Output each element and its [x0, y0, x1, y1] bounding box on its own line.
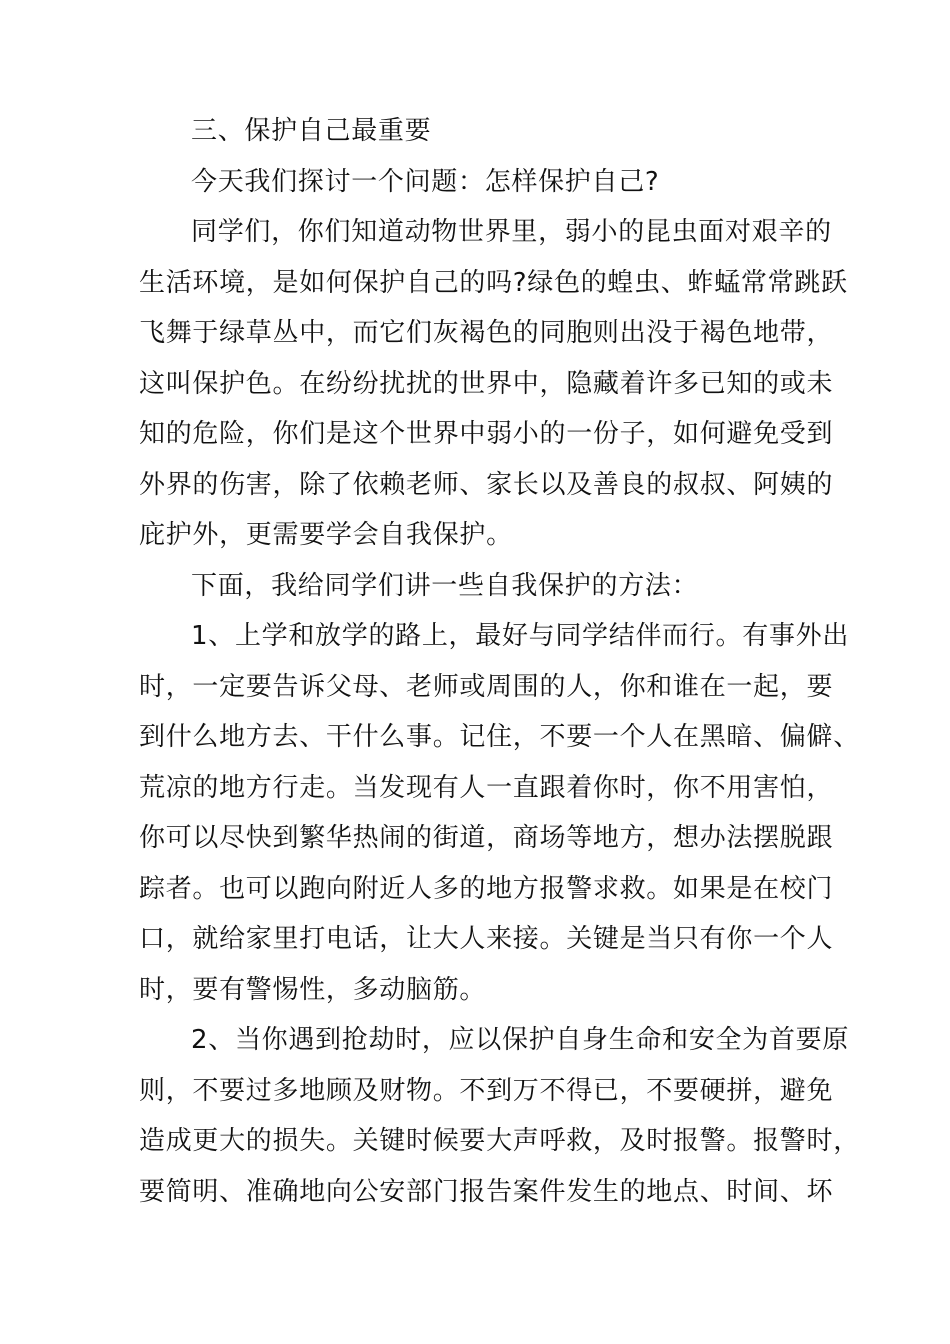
paragraph-line: 则，不要过多地顾及财物。不到万不得已，不要硬拼，避免 — [139, 1075, 834, 1106]
paragraph-line: 要简明、准确地向公安部门报告案件发生的地点、时间、坏 — [139, 1176, 834, 1207]
paragraph-line: 荒凉的地方行走。当发现有人一直跟着你时，你不用害怕， — [139, 772, 834, 803]
paragraph-line: 踪者。也可以跑向附近人多的地方报警求救。如果是在校门 — [139, 873, 834, 904]
paragraph-line: 知的危险，你们是这个世界中弱小的一份子，如何避免受到 — [139, 419, 834, 449]
document-body — [139, 106, 860, 1217]
paragraph-line: 时，一定要告诉父母、老师或周围的人，你和谁在一起，要 — [139, 671, 834, 702]
paragraph-line: 你可以尽快到繁华热闹的街道，商场等地方，想办法摆脱跟 — [139, 823, 834, 853]
paragraph-line: 这叫保护色。在纷纷扰扰的世界中，隐藏着许多已知的或未 — [139, 368, 834, 399]
paragraph-line: 时，要有警惕性，多动脑筋。 — [139, 974, 487, 1005]
paragraph-line: 口，就给家里打电话，让大人来接。关键是当只有你一个人 — [139, 924, 834, 954]
section-heading: 三、保护自己最重要 — [191, 116, 432, 146]
paragraph-line: 庇护外，更需要学会自我保护。 — [139, 520, 513, 550]
paragraph-line: 飞舞于绿草丛中，而它们灰褐色的同胞则出没于褐色地带， — [139, 318, 834, 348]
paragraph-line: 2、当你遇到抢劫时，应以保护自身生命和安全为首要原 — [191, 1025, 850, 1055]
paragraph-line: 外界的伤害，除了依赖老师、家长以及善良的叔叔、阿姨的 — [139, 469, 834, 500]
paragraph-line: 造成更大的损失。关键时候要大声呼救，及时报警。报警时， — [139, 1126, 860, 1156]
paragraph-line: 同学们，你们知道动物世界里，弱小的昆虫面对艰辛的 — [191, 217, 832, 247]
paragraph-line: 今天我们探讨一个问题：怎样保护自己? — [191, 166, 660, 197]
paragraph-line: 下面，我给同学们讲一些自我保护的方法： — [191, 570, 699, 601]
paragraph-line: 生活环境，是如何保护自己的吗?绿色的蝗虫、蚱蜢常常跳跃 — [139, 267, 848, 298]
paragraph-line: 到什么地方去、干什么事。记住，不要一个人在黑暗、偏僻、 — [139, 722, 860, 752]
paragraph-line: 1、上学和放学的路上，最好与同学结伴而行。有事外出 — [191, 621, 850, 651]
